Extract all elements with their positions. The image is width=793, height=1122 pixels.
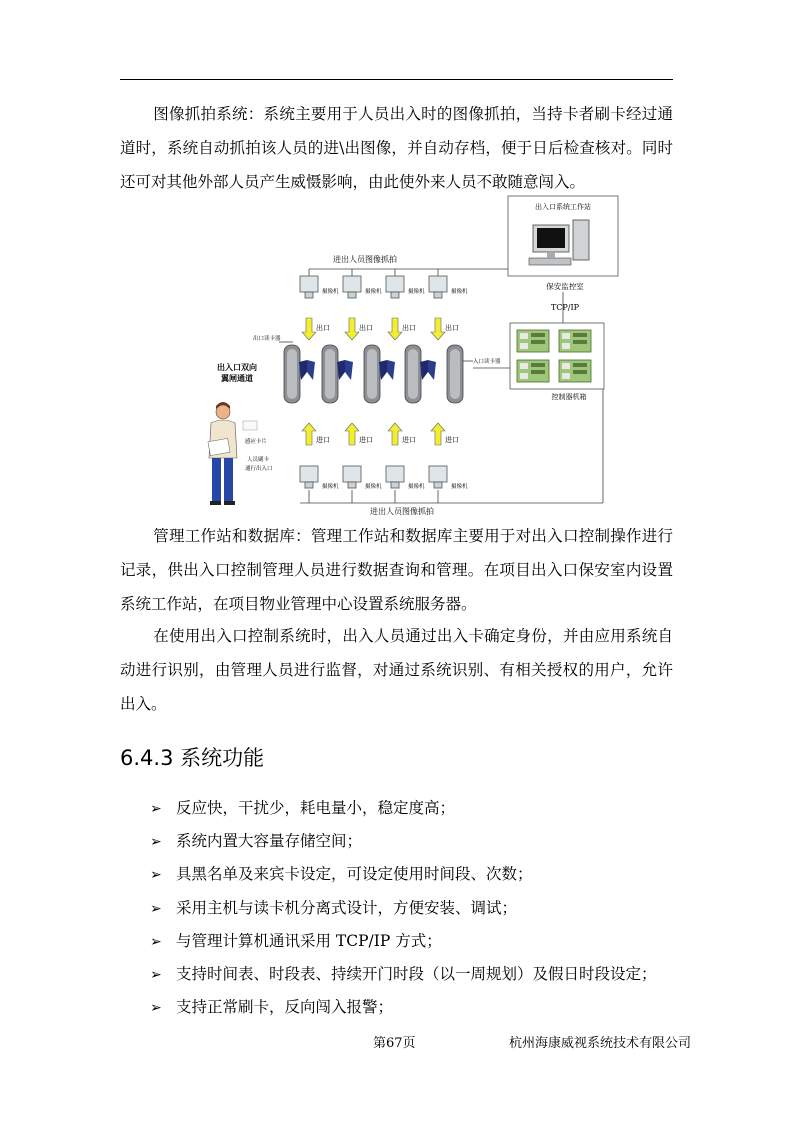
- entry-label: 进口: [445, 436, 459, 444]
- bullet-arrow-icon: ➢: [150, 933, 162, 950]
- camera-label: 摄像机: [322, 289, 339, 295]
- computer-icon: [529, 220, 589, 265]
- entry-arrows: [302, 423, 459, 445]
- controller-board: [517, 360, 549, 382]
- security-room-label: 保安监控室: [546, 282, 584, 291]
- controller-board: [559, 360, 591, 382]
- entry-label: 进口: [316, 436, 330, 444]
- gate-label-line1: 出入口双向: [217, 362, 257, 372]
- bullet-arrow-icon: ➢: [150, 900, 162, 917]
- paragraph-image-capture: 图像抓拍系统：系统主要用于人员出入时的图像抓拍，当持卡者刷卡经过通道时，系统自动抓拍该人员的进\出图像，并自动存档，便于日后检查核对。同时还可对其他外部人员产生威慑影响，由此使外来人员不敢随意闯入。: [120, 105, 673, 191]
- bottom-cameras: [300, 466, 468, 490]
- feature-list: [150, 792, 657, 1024]
- exit-label: 出口: [359, 324, 373, 332]
- proximity-card-icon: [243, 421, 257, 430]
- turnstile-gates: [284, 345, 463, 403]
- camera-label: 摄像机: [365, 484, 382, 490]
- exit-arrows: [302, 318, 459, 340]
- section-title: 系统功能: [180, 746, 265, 770]
- list-item: ➢ 反应快，干扰少，耗电量小，稳定度高；: [150, 792, 657, 825]
- bullet-arrow-icon: ➢: [150, 834, 162, 851]
- camera-label: 摄像机: [408, 289, 425, 295]
- person-label-line2: 通行出入口: [245, 466, 273, 472]
- exit-reader-label: 出口读卡器: [253, 336, 281, 342]
- camera-label: 摄像机: [408, 484, 425, 490]
- camera-label: 摄像机: [322, 484, 339, 490]
- list-item: ➢ 支持正常刷卡，反向闯入报警；: [150, 991, 657, 1024]
- section-heading: [120, 742, 264, 772]
- controller-box-label: 控制器机箱: [551, 393, 587, 401]
- paragraph-usage: 在使用出入口控制系统时，出入人员通过出入卡确定身份，并由应用系统自动进行识别，由管理人员进行监督，对通过系统识别、有相关授权的用户，允许出入。: [120, 627, 673, 713]
- person-label-line1: 人员刷卡: [247, 457, 270, 463]
- bullet-arrow-icon: ➢: [150, 867, 162, 884]
- bottom-capture-label: 进出人员图像抓拍: [370, 507, 434, 516]
- top-capture-label: 进出人员图像抓拍: [333, 255, 397, 264]
- access-control-diagram: [197, 190, 627, 518]
- list-item: ➢ 采用主机与读卡机分离式设计，方便安装、调试；: [150, 892, 657, 925]
- card-label: 感应卡片: [245, 439, 268, 445]
- controller-board: [559, 330, 591, 352]
- list-item: ➢ 具黑名单及来宾卡设定，可设定使用时间段、次数；: [150, 858, 657, 891]
- gate-label-line2: 翼闸通道: [221, 373, 253, 383]
- camera-label: 摄像机: [365, 289, 382, 295]
- controller-board: [517, 330, 549, 352]
- person-icon: [208, 402, 237, 505]
- list-item: ➢ 支持时间表、时段表、持续开门时段（以一周规划）及假日时段设定；: [150, 958, 657, 991]
- entry-label: 进口: [359, 436, 373, 444]
- workstation-label: 出入口系统工作站: [535, 203, 591, 211]
- section-number: 6.4.3: [120, 746, 174, 770]
- tcpip-label: TCP/IP: [550, 303, 580, 312]
- camera-label: 摄像机: [451, 289, 468, 295]
- top-cameras: [300, 276, 468, 298]
- entry-reader-label: 入口读卡器: [473, 359, 501, 365]
- company-name: 杭州海康威视系统技术有限公司: [509, 1036, 692, 1051]
- exit-label: 出口: [316, 324, 330, 332]
- header-rule: [120, 79, 673, 80]
- exit-label: 出口: [445, 324, 459, 332]
- paragraph-workstation: 管理工作站和数据库：管理工作站和数据库主要用于对出入口控制操作进行记录，供出入口控制管理人员进行数据查询和管理。在项目出入口保安室内设置系统工作站，在项目物业管理中心设置系统服务器。: [120, 527, 673, 613]
- bullet-arrow-icon: ➢: [150, 966, 162, 983]
- bullet-arrow-icon: ➢: [150, 801, 162, 817]
- list-item: ➢ 与管理计算机通讯采用 TCP/IP 方式；: [150, 925, 657, 958]
- entry-label: 进口: [402, 436, 416, 444]
- exit-label: 出口: [402, 324, 416, 332]
- page-number: 第67页: [373, 1036, 416, 1051]
- bullet-arrow-icon: ➢: [150, 1000, 162, 1017]
- camera-label: 摄像机: [451, 484, 468, 490]
- list-item: ➢ 系统内置大容量存储空间；: [150, 825, 657, 858]
